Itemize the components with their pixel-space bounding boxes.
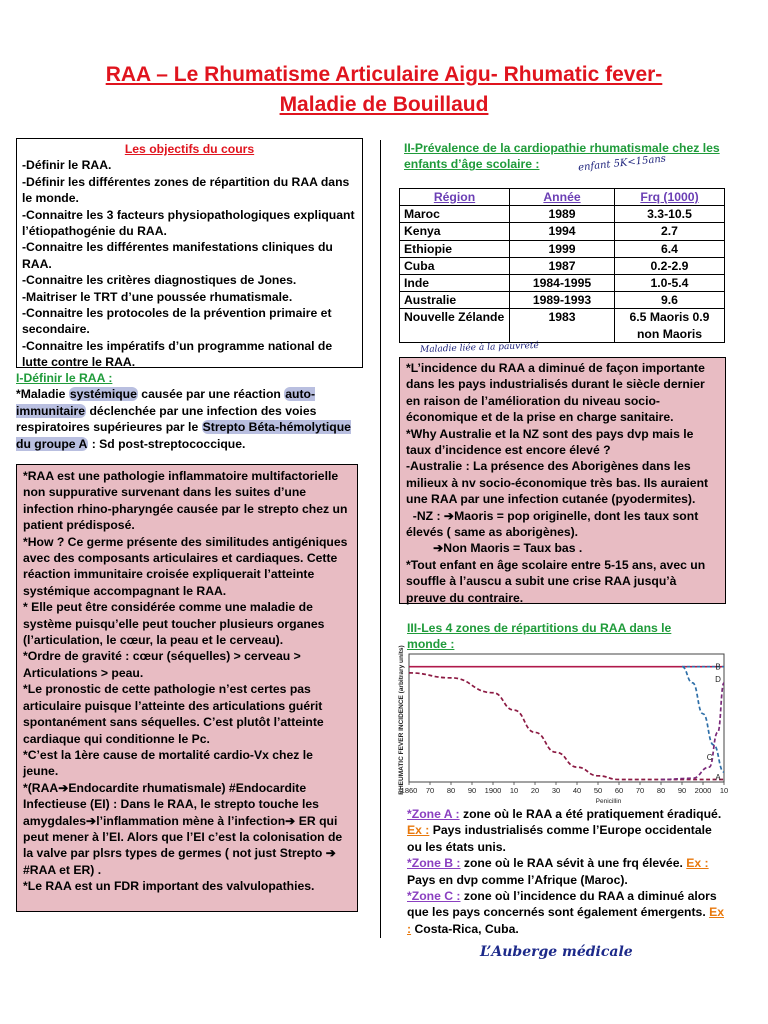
x-tick-label: 10 (719, 786, 729, 795)
incidence-paragraph: -Australie : La présence des Aborigènes dans les milieux à nv socio-économique très bas. Ils auraient une RAA par une infection cutanée (pyodermites). (406, 459, 709, 507)
raa-paragraph: * Elle peut être considérée comme une maladie de système puisqu’elle peut toucher plusieurs organes (l’articulation, le cœur, la peau et le cerveau). (23, 600, 325, 648)
y-axis-label: RHEUMATIC FEVER INCIDENCE (arbitrary units) (398, 645, 405, 795)
table-row (400, 292, 725, 309)
definition-section (16, 370, 366, 452)
table-cell: 1994 (510, 223, 615, 240)
series-label: C (706, 753, 713, 763)
table-cell: Inde (400, 275, 510, 292)
table-cell: 2.7 (615, 223, 725, 240)
definition-text (16, 386, 366, 452)
objective-item: -Maitriser le TRT d’une poussée rhumatismale. (22, 289, 293, 304)
raa-paragraph: *RAA est une pathologie inflammatoire multifactorielle non suppurative survenant dans les suites d’une infection rhino-pharyngée causée par le strepto chez un patient prédisposé. (23, 469, 348, 533)
column-header: Frq (1000) (615, 189, 725, 206)
objective-item: -Définir les différentes zones de répartition du RAA dans le monde. (22, 174, 350, 206)
x-tick-label: 90 (677, 786, 687, 795)
prevalence-heading: II-Prévalence de la cardiopathie rhumatismale chez les enfants d’âge scolaire : (404, 141, 720, 172)
table-header-row (400, 189, 725, 206)
x-tick-label: 70 (635, 786, 645, 795)
objective-item: -Connaitre les différentes manifestations cliniques du RAA. (22, 240, 333, 271)
objective-item: -Connaitre les 3 facteurs physiopathologiques expliquant l’étiopathogénie du RAA. (22, 207, 355, 239)
table-cell: Cuba (400, 257, 510, 274)
example-text: Pays en dvp comme l’Afrique (Maroc). (407, 872, 628, 887)
table-row (400, 257, 725, 274)
zones-list (407, 806, 727, 937)
table-cell: 1983 (510, 309, 615, 342)
zone-text: zone où le RAA sévit à une frq élevée. (460, 856, 687, 871)
table-row (400, 240, 725, 257)
series-label: D (715, 675, 721, 685)
table-row (400, 275, 725, 292)
table-cell: 1987 (510, 257, 615, 274)
zones-heading: III-Les 4 zones de répartitions du RAA dans le monde : (407, 621, 672, 652)
x-tick-label: 70 (425, 786, 435, 795)
table-body (400, 206, 725, 343)
example-text: Pays industrialisés comme l’Europe occidentale ou les états unis. (407, 823, 712, 854)
signature: L’Auberge médicale (480, 944, 633, 960)
table-cell: 3.3-10.5 (615, 206, 725, 223)
zone-item (407, 888, 727, 937)
def-part: déclenchée par une infection des voies respiratoires supérieures par le (16, 403, 317, 435)
table-cell: 1999 (510, 240, 615, 257)
series-line-a (409, 673, 724, 783)
table-cell: 6.4 (615, 240, 725, 257)
example-label: Ex : (407, 905, 725, 936)
page-title (20, 60, 748, 120)
zone-text: zone où l’incidence du RAA a diminué alors que les pays concernés sont également émergents. (407, 889, 717, 920)
objectives-box (16, 138, 363, 368)
series-label: A (715, 773, 721, 783)
example-text: Costa-Rica, Cuba. (411, 921, 519, 936)
handwritten-note: enfant 5K<15ans (577, 153, 667, 174)
table-row (400, 206, 725, 223)
x-tick-label: 60 (614, 786, 624, 795)
table-cell: 1989-1993 (510, 292, 615, 309)
table-cell: Kenya (400, 223, 510, 240)
raa-paragraph: *(RAA➔Endocardite rhumatismale) #Endocardite Infectieuse (EI) : Dans le RAA, le strepto touche les amygdales➔l’inflammation mène à l’infection➔ ER qui peut mener à l’EI. Alors que l’EI c’est la colonisation de la valve par plsrs types de germes ( not just Strepto ➔ #RAA et ER) . (23, 780, 343, 877)
x-tick-label: 10 (509, 786, 519, 795)
x-tick-label: 80 (446, 786, 456, 795)
table-cell: Nouvelle Zélande (400, 309, 510, 342)
handwritten-note: Maladie liée à la pauvreté (419, 340, 539, 356)
table-cell: 0.2-2.9 (615, 257, 725, 274)
zone-label: *Zone A : (407, 807, 460, 821)
objective-item: -Connaitre les impératifs d’un programme national de lutte contre le RAA. (22, 338, 333, 370)
definition-heading: I-Définir le RAA : (16, 371, 113, 385)
objective-item: -Connaitre les critères diagnostiques de Jones. (22, 273, 297, 288)
objectives-heading: Les objectifs du cours (124, 142, 255, 156)
raa-paragraph: *How ? Ce germe présente des similitudes antigéniques avec des composants articulaires et cardiaques. Cette réaction immunitaire croisée expliquerait l’atteinte systémique accompagnant le RAA. (23, 534, 348, 598)
table-cell: 9.6 (615, 292, 725, 309)
table-cell: 1984-1995 (510, 275, 615, 292)
zone-label: *Zone C : (407, 889, 461, 904)
title-line-2: Maladie de Bouillaud (279, 93, 489, 116)
x-tick-label: 50 (593, 786, 603, 795)
incidence-paragraph: ➔Non Maoris = Taux bas . (406, 541, 583, 556)
table-cell: 1.0-5.4 (615, 275, 725, 292)
highlight-auto-immunitaire: auto-immunitaire (16, 387, 316, 418)
objective-item: -Connaitre les protocoles de la prévention primaire et secondaire. (22, 306, 332, 337)
def-part: : Sd post-streptococcique. (88, 436, 246, 451)
example-label: Ex : (686, 856, 709, 871)
raa-paragraph: *Le pronostic de cette pathologie n’est certes pas articulaire puisque l’atteinte des articulations guérit spontanément sans séquelles. C’est plutôt l’atteinte cardiaque qui conditionne le Pc. (23, 682, 324, 746)
x-tick-label: 1860 (400, 786, 418, 795)
zone-item (407, 806, 727, 855)
highlight-systemique: systémique (69, 387, 137, 402)
series-label: B (715, 662, 721, 672)
table-cell: 1989 (510, 206, 615, 223)
table-cell: Ethiopie (400, 240, 510, 257)
example-label: Ex : (407, 823, 430, 838)
incidence-box (399, 357, 726, 604)
highlight-strepto: Strepto Béta-hémolytique du groupe A (16, 420, 351, 451)
table-row (400, 309, 725, 342)
table-cell: 6.5 Maoris 0.9 non Maoris (615, 309, 725, 342)
x-tick-label: 90 (467, 786, 477, 795)
x-tick-label: 80 (656, 786, 666, 795)
raa-paragraph: *Ordre de gravité : cœur (séquelles) > cerveau > Articulations > peau. (23, 649, 301, 680)
incidence-paragraph: *Tout enfant en âge scolaire entre 5-15 ans, avec un souffle à l’auscu a subit une crise RAA jusqu’à preuve du contraire. (406, 557, 706, 605)
x-tick-label: 40 (572, 786, 582, 795)
zone-label: *Zone B : (407, 856, 461, 871)
incidence-paragraph: -NZ : ➔Maoris = pop originelle, dont les taux sont élevés ( same as aborigènes). (406, 508, 702, 540)
x-tick-label: 1900 (484, 786, 502, 795)
table-row (400, 223, 725, 240)
x-tick-label: 20 (530, 786, 540, 795)
raa-paragraph: *C’est la 1ère cause de mortalité cardio-Vx chez le jeune. (23, 747, 313, 779)
def-part: *Maladie (16, 387, 69, 402)
objective-item: -Définir le RAA. (22, 158, 112, 173)
table-cell: Australie (400, 292, 510, 309)
raa-description-box (16, 464, 358, 912)
incidence-paragraph: *L’incidence du RAA a diminué de façon importante dans les pays industrialisés durant le siècle dernier en raison de l’amélioration du niveau socio-économique et de la prise en charge sanitaire. (406, 361, 705, 425)
column-divider (380, 140, 381, 938)
x-tick-label: 30 (551, 786, 561, 795)
plot-frame (409, 654, 724, 782)
def-part: causée par une réaction (137, 387, 285, 402)
zone-text: zone où le RAA a été pratiquement éradiqué. (459, 807, 722, 821)
column-header: Année (510, 189, 615, 206)
prevalence-table (399, 188, 725, 343)
incidence-paragraph: *Why Australie et la NZ sont des pays dvp mais le taux d’incidence est encore élevé ? (406, 426, 694, 458)
zone-item (407, 855, 727, 888)
raa-paragraph: *Le RAA est un FDR important des valvulopathies. (23, 879, 315, 894)
column-header: Région (400, 189, 510, 206)
x-axis-label: Penicillin (595, 798, 622, 805)
series-line-d (661, 683, 724, 783)
table-cell: Maroc (400, 206, 510, 223)
incidence-chart (398, 645, 734, 808)
x-tick-label: 2000 (694, 786, 712, 795)
title-line-1: RAA – Le Rhumatisme Articulaire Aigu- Rhumatic fever- (105, 63, 663, 86)
